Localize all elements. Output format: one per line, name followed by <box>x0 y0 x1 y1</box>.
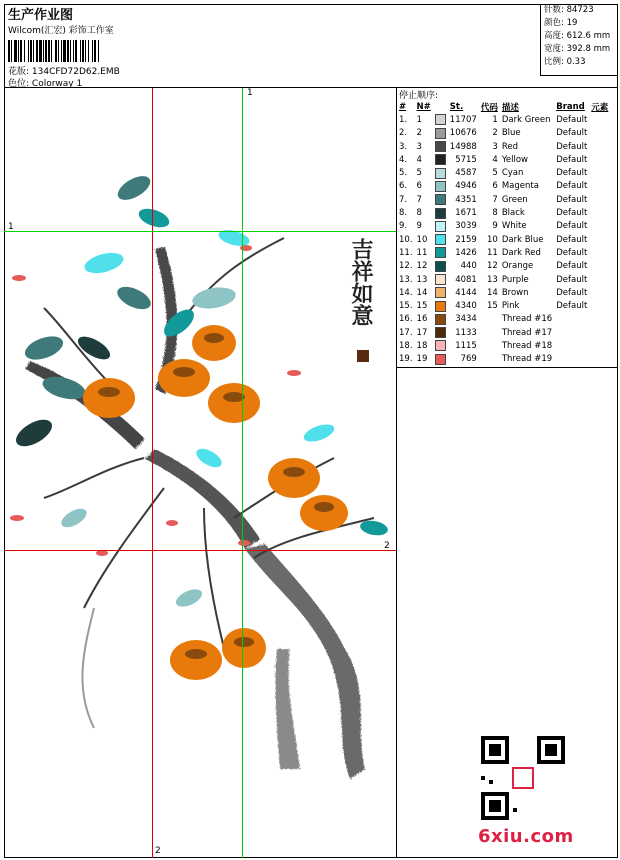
thread-description: Dark Red <box>501 247 541 258</box>
color-swatch <box>433 127 448 140</box>
thread-brand <box>554 326 589 339</box>
design-filename: 134CFD72D62.EMB <box>31 67 120 77</box>
sequence-header-cell: Brand <box>556 101 585 112</box>
stitch-count: 4081 <box>455 274 477 285</box>
page-title: 生产作业图 <box>8 8 74 23</box>
row-index: 7. <box>399 194 408 205</box>
thread-code: 13 <box>487 274 498 285</box>
sequence-row <box>397 206 610 219</box>
element-cell <box>589 220 610 233</box>
sequence-row <box>397 246 610 259</box>
row-index: 3. <box>399 141 408 152</box>
thread-brand: Default <box>556 181 588 192</box>
color-swatch-box <box>435 314 446 325</box>
sequence-row <box>397 140 610 153</box>
sequence-row <box>397 286 610 299</box>
thread-code <box>479 339 500 352</box>
thread-brand: Default <box>556 301 588 312</box>
needle-number: 16 <box>416 314 428 325</box>
needle-number: 13 <box>416 274 428 285</box>
design-preview <box>4 88 397 858</box>
barcode-bar <box>99 40 100 62</box>
stitch-count: 针数: 84723 <box>544 5 594 15</box>
qr-module <box>545 744 557 756</box>
colorway-value: Colorway 1 <box>31 79 83 89</box>
thread-description: Dark Blue <box>501 234 544 245</box>
color-swatch <box>433 273 448 286</box>
thread-description: Blue <box>501 128 521 139</box>
stitch-count: 4587 <box>455 168 477 179</box>
needle-number: 17 <box>416 327 428 338</box>
guide-vertical-1 <box>242 88 243 858</box>
color-swatch <box>433 339 448 352</box>
sequence-header-cell: 描述 <box>501 102 519 113</box>
color-swatch <box>433 299 448 312</box>
stitch-count: 4351 <box>455 194 477 205</box>
qr-module <box>489 744 501 756</box>
color-swatch <box>433 233 448 246</box>
color-swatch <box>433 153 448 166</box>
sequence-row <box>397 166 610 179</box>
thread-code <box>479 326 500 339</box>
row-index: 6. <box>399 181 408 192</box>
stats-box <box>540 4 618 76</box>
thread-description: Yellow <box>501 154 529 165</box>
row-index: 5. <box>399 168 408 179</box>
thread-brand: Default <box>556 141 588 152</box>
guide-vertical-2 <box>152 88 153 858</box>
row-index: 15. <box>399 301 413 312</box>
element-cell <box>589 339 610 352</box>
stitch-count: 1133 <box>455 327 477 338</box>
thread-code: 9 <box>492 221 498 232</box>
thread-code: 5 <box>492 168 498 179</box>
qr-module <box>489 800 501 812</box>
stitch-count: 769 <box>460 354 477 365</box>
color-swatch <box>433 113 448 126</box>
guide-label-v2: 2 <box>155 846 161 856</box>
color-swatch-box <box>435 154 446 165</box>
element-cell <box>589 246 610 259</box>
row-index: 8. <box>399 208 408 219</box>
stitch-count: 1426 <box>455 247 477 258</box>
sequence-header-cell: N# <box>416 101 431 112</box>
row-index: 17. <box>399 327 413 338</box>
thread-brand: Default <box>556 247 588 258</box>
row-index: 14. <box>399 287 413 298</box>
color-swatch <box>433 313 448 326</box>
qr-module <box>513 808 517 812</box>
needle-number: 5 <box>416 168 422 179</box>
color-swatch <box>433 206 448 219</box>
thread-description: Thread #17 <box>501 327 553 338</box>
thread-brand <box>554 339 589 352</box>
color-swatch-box <box>435 128 446 139</box>
sequence-header-row <box>397 100 610 113</box>
design-label: 花版: <box>8 67 30 77</box>
color-swatch-box <box>435 114 446 125</box>
color-swatch-box <box>435 327 446 338</box>
element-cell <box>589 233 610 246</box>
sequence-header-cell: St. <box>449 101 464 112</box>
thread-brand: Default <box>556 261 588 272</box>
thread-code: 3 <box>492 141 498 152</box>
element-cell <box>589 286 610 299</box>
color-swatch-box <box>435 168 446 179</box>
thread-description: Red <box>501 141 518 152</box>
thread-code: 4 <box>492 154 498 165</box>
sequence-row <box>397 127 610 140</box>
color-swatch <box>433 180 448 193</box>
guide-label-h1: 1 <box>8 222 14 232</box>
thread-description: Brown <box>501 287 529 298</box>
element-cell <box>589 206 610 219</box>
thread-brand: Default <box>556 221 588 232</box>
thread-brand: Default <box>556 287 588 298</box>
needle-number: 11 <box>416 247 428 258</box>
stop-sequence-panel <box>397 88 618 368</box>
element-cell <box>589 353 610 366</box>
row-index: 12. <box>399 261 413 272</box>
thread-brand: Default <box>556 234 588 245</box>
color-swatch-box <box>435 234 446 245</box>
color-swatch-box <box>435 194 446 205</box>
color-swatch <box>433 166 448 179</box>
needle-number: 7 <box>416 194 422 205</box>
color-count: 颜色: 19 <box>544 18 578 28</box>
element-cell <box>589 273 610 286</box>
barcode <box>8 40 190 62</box>
guide-label-v1: 1 <box>247 88 253 98</box>
element-cell <box>589 113 610 126</box>
color-swatch-box <box>435 181 446 192</box>
thread-brand: Default <box>556 194 588 205</box>
color-swatch <box>433 260 448 273</box>
design-height: 高度: 612.6 mm <box>544 31 611 41</box>
needle-number: 4 <box>416 154 422 165</box>
row-index: 11. <box>399 247 413 258</box>
guide-horizontal-2 <box>4 550 397 551</box>
stitch-count: 440 <box>460 261 477 272</box>
sequence-header-cell <box>433 100 448 113</box>
sequence-row <box>397 220 610 233</box>
element-cell <box>589 127 610 140</box>
needle-number: 19 <box>416 354 428 365</box>
header <box>4 4 618 88</box>
stitch-count: 4340 <box>455 301 477 312</box>
needle-number: 15 <box>416 301 428 312</box>
sequence-row <box>397 273 610 286</box>
sequence-header-cell: # <box>399 101 407 112</box>
color-swatch <box>433 326 448 339</box>
thread-brand <box>554 353 589 366</box>
colorway-label: 色位: <box>8 79 30 89</box>
sequence-row <box>397 180 610 193</box>
sequence-row <box>397 313 610 326</box>
design-scale: 比例: 0.33 <box>544 57 586 67</box>
thread-description: Green <box>501 194 528 205</box>
sequence-row <box>397 339 610 352</box>
element-cell <box>589 153 610 166</box>
element-cell <box>589 260 610 273</box>
qr-center-logo <box>513 768 533 788</box>
stitch-count: 3039 <box>455 221 477 232</box>
row-index: 2. <box>399 128 408 139</box>
stitch-count: 4144 <box>455 287 477 298</box>
thread-brand: Default <box>556 128 588 139</box>
sequence-title: 停止顺序: <box>399 91 439 101</box>
thread-brand: Default <box>556 208 588 219</box>
thread-code: 6 <box>492 181 498 192</box>
sequence-row <box>397 353 610 366</box>
stitch-count: 5715 <box>455 154 477 165</box>
color-swatch-box <box>435 354 446 365</box>
qr-module <box>481 776 485 780</box>
calligraphy <box>348 237 374 362</box>
row-index: 4. <box>399 154 408 165</box>
needle-number: 14 <box>416 287 428 298</box>
stitch-count: 11707 <box>449 114 477 125</box>
seal-stamp <box>357 350 369 362</box>
color-swatch-box <box>435 261 446 272</box>
needle-number: 9 <box>416 221 422 232</box>
element-cell <box>589 140 610 153</box>
sequence-row <box>397 260 610 273</box>
color-swatch <box>433 220 448 233</box>
color-swatch <box>433 286 448 299</box>
stitch-count: 3434 <box>455 314 477 325</box>
row-index: 16. <box>399 314 413 325</box>
stitch-count: 1115 <box>455 340 477 351</box>
needle-number: 8 <box>416 208 422 219</box>
thread-brand: Default <box>556 274 588 285</box>
embroidery-artwork <box>4 88 397 858</box>
needle-number: 3 <box>416 141 422 152</box>
thread-description: Thread #16 <box>501 314 553 325</box>
color-swatch <box>433 140 448 153</box>
thread-code: 15 <box>487 301 498 312</box>
stitch-count: 2159 <box>455 234 477 245</box>
thread-brand: Default <box>556 154 588 165</box>
needle-number: 1 <box>416 114 422 125</box>
sequence-row <box>397 113 610 126</box>
needle-number: 18 <box>416 340 428 351</box>
thread-description: Purple <box>501 274 529 285</box>
sequence-row <box>397 153 610 166</box>
row-index: 1. <box>399 114 408 125</box>
needle-number: 6 <box>416 181 422 192</box>
needle-number: 2 <box>416 128 422 139</box>
design-width: 宽度: 392.8 mm <box>544 44 611 54</box>
element-cell <box>589 313 610 326</box>
sequence-header-cell: 元素 <box>591 102 609 113</box>
color-swatch-box <box>435 141 446 152</box>
stitch-count: 1671 <box>455 208 477 219</box>
stitch-count: 4946 <box>455 181 477 192</box>
element-cell <box>589 166 610 179</box>
sequence-row <box>397 326 610 339</box>
thread-description: Cyan <box>501 168 524 179</box>
thread-code: 14 <box>487 287 498 298</box>
thread-description: Black <box>501 208 525 219</box>
stitch-count: 10676 <box>449 128 477 139</box>
thread-description: White <box>501 221 527 232</box>
thread-code <box>479 313 500 326</box>
thread-description: Pink <box>501 301 520 312</box>
thread-code: 2 <box>492 128 498 139</box>
guide-horizontal-1 <box>4 231 397 232</box>
thread-description: Thread #18 <box>501 340 553 351</box>
thread-description: Dark Green <box>501 114 551 125</box>
color-swatch <box>433 353 448 366</box>
thread-code <box>479 353 500 366</box>
needle-number: 12 <box>416 261 428 272</box>
element-cell <box>589 299 610 312</box>
row-index: 10. <box>399 234 413 245</box>
qr-code <box>481 736 565 820</box>
thread-brand <box>554 313 589 326</box>
guide-label-h2: 2 <box>384 541 390 551</box>
stitch-count: 14988 <box>449 141 477 152</box>
color-swatch-box <box>435 340 446 351</box>
color-swatch-box <box>435 274 446 285</box>
row-index: 19. <box>399 354 413 365</box>
color-swatch-box <box>435 247 446 258</box>
color-swatch-box <box>435 208 446 219</box>
thread-description: Magenta <box>501 181 539 192</box>
sequence-row <box>397 193 610 206</box>
color-swatch-box <box>435 287 446 298</box>
element-cell <box>589 326 610 339</box>
thread-brand: Default <box>556 168 588 179</box>
color-swatch <box>433 246 448 259</box>
thread-brand: Default <box>556 114 588 125</box>
thread-code: 7 <box>492 194 498 205</box>
row-index: 9. <box>399 221 408 232</box>
color-swatch-box <box>435 301 446 312</box>
thread-code: 11 <box>487 247 498 258</box>
sequence-row <box>397 233 610 246</box>
thread-description: Orange <box>501 261 534 272</box>
company-name: Wilcom(汇宏) 彩饰工作室 <box>8 26 114 36</box>
thread-code: 12 <box>487 261 498 272</box>
sequence-header-cell: 代码 <box>480 102 498 113</box>
sequence-table <box>397 100 610 366</box>
color-swatch-box <box>435 221 446 232</box>
needle-number: 10 <box>416 234 428 245</box>
row-index: 13. <box>399 274 413 285</box>
thread-code: 10 <box>487 234 498 245</box>
thread-code: 1 <box>492 114 498 125</box>
row-index: 18. <box>399 340 413 351</box>
thread-description: Thread #19 <box>501 354 553 365</box>
thread-code: 8 <box>492 208 498 219</box>
color-swatch <box>433 193 448 206</box>
qr-module <box>489 780 493 784</box>
sequence-row <box>397 299 610 312</box>
svg-text:吉祥如意: 吉祥如意 <box>348 238 374 326</box>
element-cell <box>589 180 610 193</box>
element-cell <box>589 193 610 206</box>
site-watermark: 6xiu.com <box>478 826 574 847</box>
